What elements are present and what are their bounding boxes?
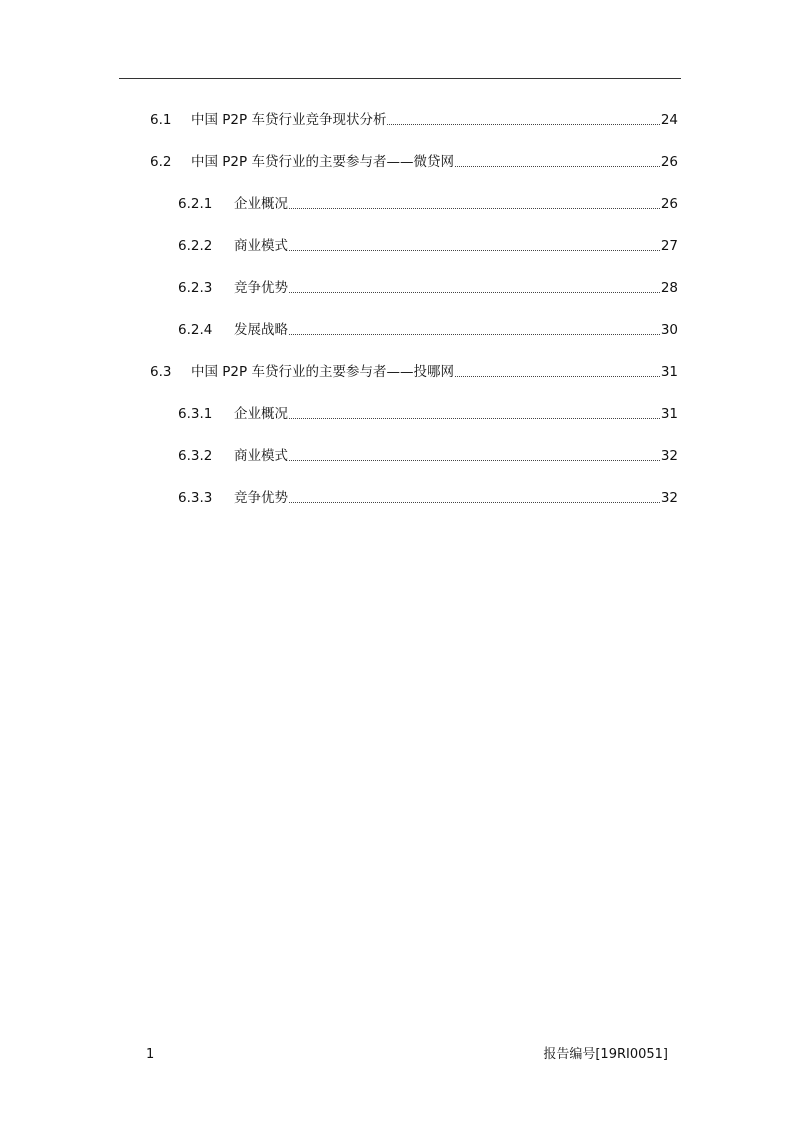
toc-title: 竞争优势: [234, 490, 288, 506]
toc-entry-6-2-2[interactable]: [178, 234, 678, 254]
toc-leader: [455, 376, 660, 377]
toc-page-number: 24: [660, 112, 678, 128]
toc-number: 6.2.3: [178, 280, 213, 296]
toc-leader: [289, 208, 660, 209]
header-rule: [119, 78, 681, 79]
footer-report-id: 报告编号[19RI0051]: [543, 1047, 668, 1062]
toc-number: 6.1: [150, 112, 172, 128]
toc-entry-6-2-1[interactable]: [178, 192, 678, 212]
toc-page-number: 28: [660, 280, 678, 296]
toc-page-number: 31: [660, 406, 678, 422]
toc-number: 6.3: [150, 364, 172, 380]
toc-title: 中国 P2P 车贷行业竞争现状分析: [191, 112, 387, 128]
toc-page-number: 26: [660, 154, 678, 170]
toc-title: 商业模式: [234, 238, 288, 254]
toc-entry-6-1[interactable]: [150, 108, 678, 128]
toc-entry-6-2-3[interactable]: [178, 276, 678, 296]
toc-leader: [289, 502, 660, 503]
toc-title: 商业模式: [234, 448, 288, 464]
toc-title: 中国 P2P 车贷行业的主要参与者——微贷网: [191, 154, 454, 170]
toc-title: 发展战略: [234, 322, 288, 338]
toc-leader: [289, 250, 660, 251]
toc-number: 6.3.3: [178, 490, 213, 506]
toc-entry-6-3-2[interactable]: [178, 444, 678, 464]
toc-page-number: 32: [660, 490, 678, 506]
toc-number: 6.2.2: [178, 238, 213, 254]
toc-leader: [455, 166, 660, 167]
toc-title: 中国 P2P 车贷行业的主要参与者——投哪网: [191, 364, 454, 380]
toc-title: 企业概况: [234, 196, 288, 212]
toc-entry-6-3[interactable]: [150, 360, 678, 380]
toc-page-number: 30: [660, 322, 678, 338]
toc-title: 企业概况: [234, 406, 288, 422]
toc-entry-6-3-1[interactable]: [178, 402, 678, 422]
toc-number: 6.2.4: [178, 322, 213, 338]
toc-page-number: 26: [660, 196, 678, 212]
toc-leader: [289, 460, 660, 461]
toc-leader: [289, 292, 660, 293]
toc-entry-6-2-4[interactable]: [178, 318, 678, 338]
toc-number: 6.3.1: [178, 406, 213, 422]
toc-number: 6.3.2: [178, 448, 213, 464]
toc-number: 6.2.1: [178, 196, 213, 212]
toc-leader: [289, 418, 660, 419]
footer-page-number: 1: [146, 1047, 155, 1062]
toc-leader: [387, 124, 659, 125]
toc-entry-6-2[interactable]: [150, 150, 678, 170]
toc-entry-6-3-3[interactable]: [178, 486, 678, 506]
toc-number: 6.2: [150, 154, 172, 170]
toc-page-number: 32: [660, 448, 678, 464]
toc-title: 竞争优势: [234, 280, 288, 296]
toc-leader: [289, 334, 660, 335]
toc-page-number: 31: [660, 364, 678, 380]
toc-page-number: 27: [660, 238, 678, 254]
